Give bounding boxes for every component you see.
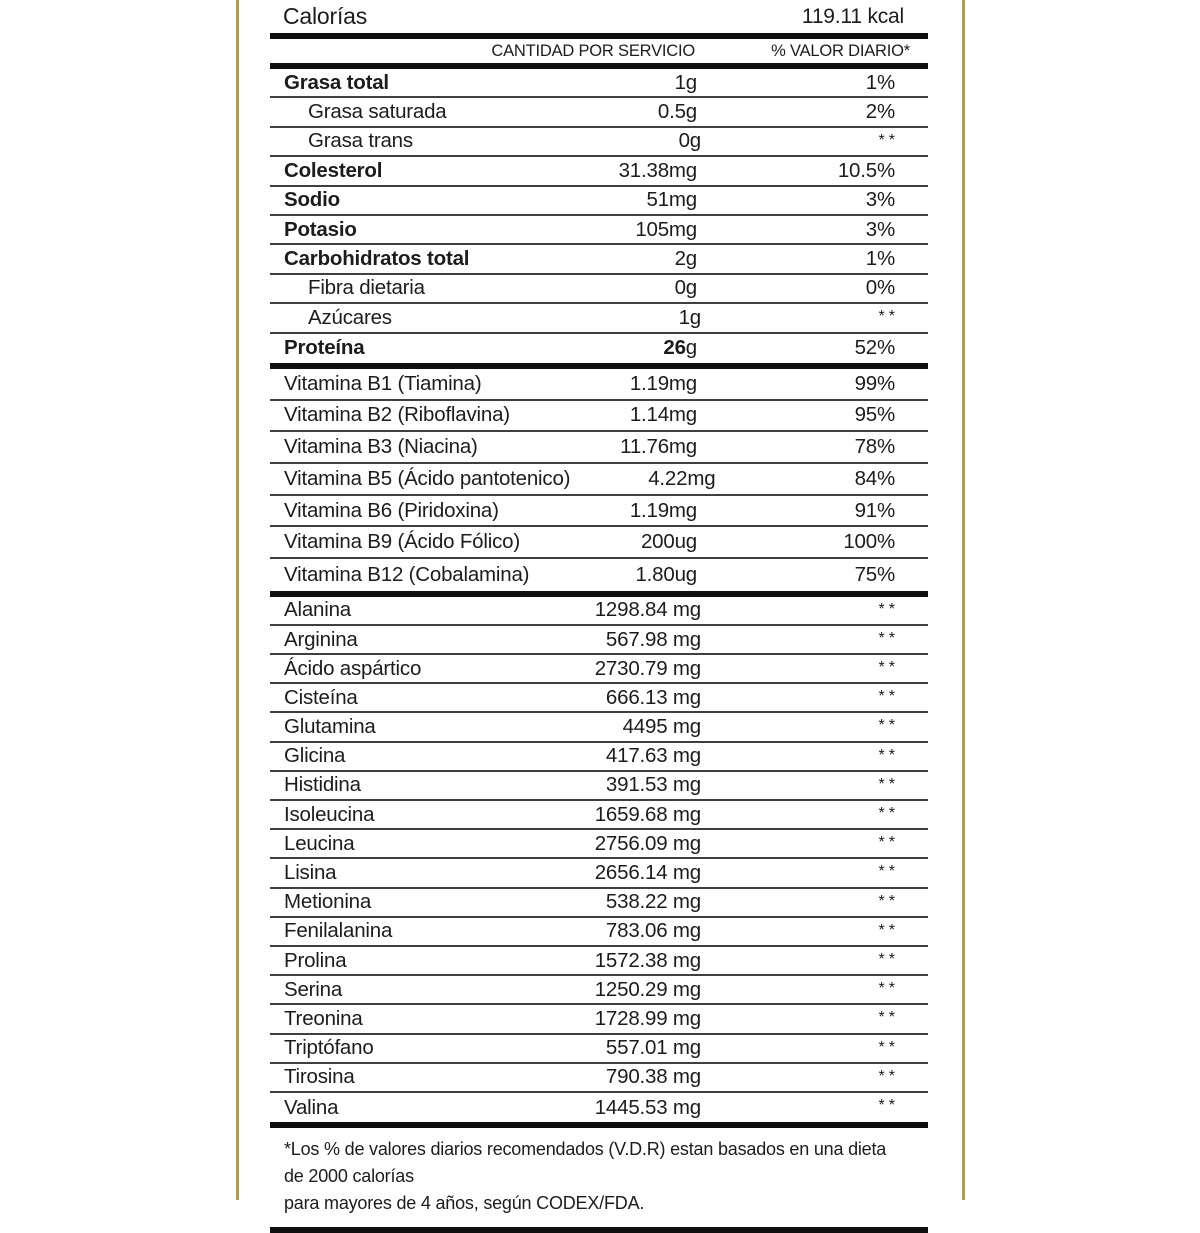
nutrient-amount: 1g [674, 70, 697, 94]
calories-value: 119.11 kcal [801, 4, 904, 28]
nutrient-amount: 783.06 mg [605, 919, 701, 943]
footnote-line: para mayores de 4 años, según CODEX/FDA. [284, 1193, 645, 1214]
daily-value: 0% [865, 276, 895, 300]
nutrient-label: Grasa trans [308, 129, 413, 153]
table-row [270, 772, 928, 801]
daily-value: ** [878, 892, 899, 910]
table-row [270, 947, 928, 976]
table-row [270, 1093, 928, 1122]
daily-value: 99% [854, 371, 895, 395]
table-row [270, 369, 928, 401]
footnote-line: *Los % de valores diarios recomendados (V.D.R) estan basados en una dieta de 2000 calorías [284, 1139, 887, 1187]
vitamins-section [270, 369, 928, 591]
nutrient-label: Proteína [284, 336, 365, 360]
table-row [270, 432, 928, 464]
daily-value: ** [878, 746, 899, 764]
calories-row [270, 0, 928, 33]
calories-label: Calorías [283, 3, 368, 29]
nutrient-label: Ácido aspártico [284, 656, 422, 680]
table-row [270, 128, 928, 157]
nutrient-amount: 2g [674, 247, 697, 271]
nutrient-label: Histidina [284, 773, 361, 797]
nutrient-label: Lisina [284, 861, 337, 884]
nutrient-amount: 417.63 mg [605, 744, 701, 768]
column-headers [270, 39, 928, 63]
nutrient-label: Alanina [284, 598, 351, 622]
nutrient-amount: 1.19mg [629, 371, 697, 395]
daily-value: ** [878, 308, 899, 326]
nutrient-label: Colesterol [284, 158, 383, 182]
daily-value: ** [878, 834, 899, 852]
nutrient-amount: 1659.68 mg [594, 802, 701, 826]
nutrient-amount: 1.19mg [629, 498, 697, 522]
table-row [270, 655, 928, 684]
daily-value: ** [878, 629, 899, 647]
table-row [270, 527, 928, 559]
daily-value: ** [878, 863, 899, 881]
nutrient-label: Vitamina B5 (Ácido pantotenico) [284, 466, 571, 490]
nutrient-label: Sodio [284, 188, 340, 212]
aminoacids-section [270, 597, 928, 1122]
nutrient-amount: 200ug [640, 530, 697, 554]
daily-value: 3% [865, 188, 895, 212]
nutrient-label: Fibra dietaria [308, 276, 425, 300]
table-row [270, 69, 928, 98]
table-row [270, 304, 928, 333]
daily-value: 91% [854, 498, 895, 522]
nutrient-amount: 11.76mg [620, 435, 697, 459]
table-row [270, 1005, 928, 1034]
nutrient-label: Azúcares [308, 305, 392, 329]
nutrient-amount: 0g [678, 129, 701, 153]
label-border-left [236, 0, 239, 1200]
nutrient-amount: 1g [678, 305, 701, 329]
nutrient-amount: 4.22mg [648, 466, 716, 490]
table-row [270, 918, 928, 947]
table-row [270, 889, 928, 918]
nutrient-amount: 1.80ug [635, 562, 697, 586]
table-row [270, 275, 928, 304]
daily-value: ** [878, 717, 899, 735]
nutrient-amount: 0g [674, 276, 697, 300]
nutrient-label: Metionina [284, 890, 372, 914]
daily-value: 10.5% [837, 158, 895, 182]
daily-value: 1% [865, 70, 895, 94]
nutrient-label: Triptófano [284, 1036, 374, 1060]
nutrient-label: Prolina [284, 948, 347, 972]
footnote [270, 1128, 928, 1227]
nutrient-label: Tirosina [284, 1065, 355, 1089]
table-row [270, 859, 928, 888]
nutrition-table [270, 0, 928, 1233]
table-row [270, 157, 928, 186]
daily-value: 95% [854, 403, 895, 427]
nutrient-amount: 31.38mg [618, 158, 697, 182]
table-row [270, 187, 928, 216]
nutrient-amount: 1.14mg [629, 403, 697, 427]
nutrient-label: Grasa total [284, 70, 389, 94]
nutrient-amount: 0.5g [657, 100, 697, 124]
daily-value: 75% [854, 562, 895, 586]
table-row [270, 559, 928, 591]
nutrient-label: Leucina [284, 831, 355, 855]
daily-value: ** [878, 775, 899, 793]
table-row [270, 216, 928, 245]
nutrient-label: Cisteína [284, 685, 358, 709]
table-row [270, 801, 928, 830]
nutrient-amount: 4495 mg [622, 715, 701, 739]
daily-value: 84% [854, 466, 895, 490]
table-row [270, 1064, 928, 1093]
nutrient-label: Isoleucina [284, 802, 375, 826]
nutrient-amount: 2656.14 mg [594, 861, 701, 884]
nutrient-label: Treonina [284, 1006, 363, 1030]
nutrient-amount: 1445.53 mg [594, 1095, 701, 1119]
nutrient-amount: 1250.29 mg [594, 977, 701, 1001]
daily-value: ** [878, 1009, 899, 1027]
divider-bar [270, 1227, 928, 1233]
table-row [270, 245, 928, 274]
table-row [270, 830, 928, 859]
nutrient-label: Glutamina [284, 715, 376, 739]
nutrient-amount: 538.22 mg [605, 890, 701, 914]
nutrient-amount: 1572.38 mg [594, 948, 701, 972]
nutrient-label: Arginina [284, 627, 358, 651]
nutrient-label: Vitamina B9 (Ácido Fólico) [284, 530, 520, 554]
nutrient-amount: 557.01 mg [605, 1036, 701, 1060]
nutrient-amount: 1728.99 mg [594, 1006, 701, 1030]
table-row [270, 626, 928, 655]
table-row [270, 597, 928, 626]
daily-value: 1% [865, 247, 895, 271]
dv-column-header: % VALOR DIARIO* [771, 41, 910, 60]
daily-value: 2% [865, 100, 895, 124]
daily-value: ** [878, 1038, 899, 1056]
nutrient-label: Potasio [284, 217, 357, 241]
table-row [270, 464, 928, 496]
nutrient-amount: 790.38 mg [605, 1065, 701, 1089]
nutrient-label: Fenilalanina [284, 919, 393, 943]
nutrient-label: Vitamina B2 (Riboflavina) [284, 403, 510, 427]
nutrient-label: Carbohidratos total [284, 247, 470, 271]
daily-value: ** [878, 688, 899, 706]
daily-value: ** [878, 950, 899, 968]
macronutrients-section [270, 69, 928, 363]
label-border-right [962, 0, 965, 1200]
table-row [270, 1035, 928, 1064]
nutrient-amount: 2756.09 mg [594, 831, 701, 855]
amount-column-header: CANTIDAD POR SERVICIO [491, 41, 695, 60]
nutrient-amount: 666.13 mg [605, 685, 701, 709]
table-row [270, 713, 928, 742]
table-row [270, 743, 928, 772]
daily-value: ** [878, 1096, 899, 1114]
nutrient-label: Valina [284, 1095, 339, 1119]
daily-value: ** [878, 805, 899, 823]
nutrient-label: Vitamina B12 (Cobalamina) [284, 562, 530, 586]
daily-value: 78% [854, 435, 895, 459]
nutrient-amount: 567.98 mg [605, 627, 701, 651]
nutrient-amount: 1298.84 mg [594, 598, 701, 622]
table-row [270, 334, 928, 363]
table-row [270, 976, 928, 1005]
table-row [270, 684, 928, 713]
nutrient-label: Vitamina B6 (Piridoxina) [284, 498, 499, 522]
nutrient-amount: 51mg [646, 188, 697, 212]
daily-value: ** [878, 600, 899, 618]
daily-value: ** [878, 131, 899, 149]
nutrient-label: Vitamina B1 (Tiamina) [284, 371, 482, 395]
daily-value: ** [878, 659, 899, 677]
nutrient-amount: 391.53 mg [605, 773, 701, 797]
daily-value: ** [878, 1067, 899, 1085]
nutrient-label: Grasa saturada [308, 100, 447, 124]
nutrient-label: Glicina [284, 744, 346, 768]
table-row [270, 401, 928, 433]
daily-value: 52% [854, 336, 895, 360]
daily-value: 100% [843, 530, 895, 554]
daily-value: 3% [865, 217, 895, 241]
nutrient-label: Serina [284, 977, 343, 1001]
nutrient-label: Vitamina B3 (Niacina) [284, 435, 478, 459]
daily-value: ** [878, 980, 899, 998]
nutrient-amount: 26g [663, 336, 697, 360]
table-row [270, 98, 928, 127]
table-row [270, 496, 928, 528]
nutrient-amount: 2730.79 mg [594, 656, 701, 680]
nutrient-amount: 105mg [635, 217, 697, 241]
daily-value: ** [878, 921, 899, 939]
